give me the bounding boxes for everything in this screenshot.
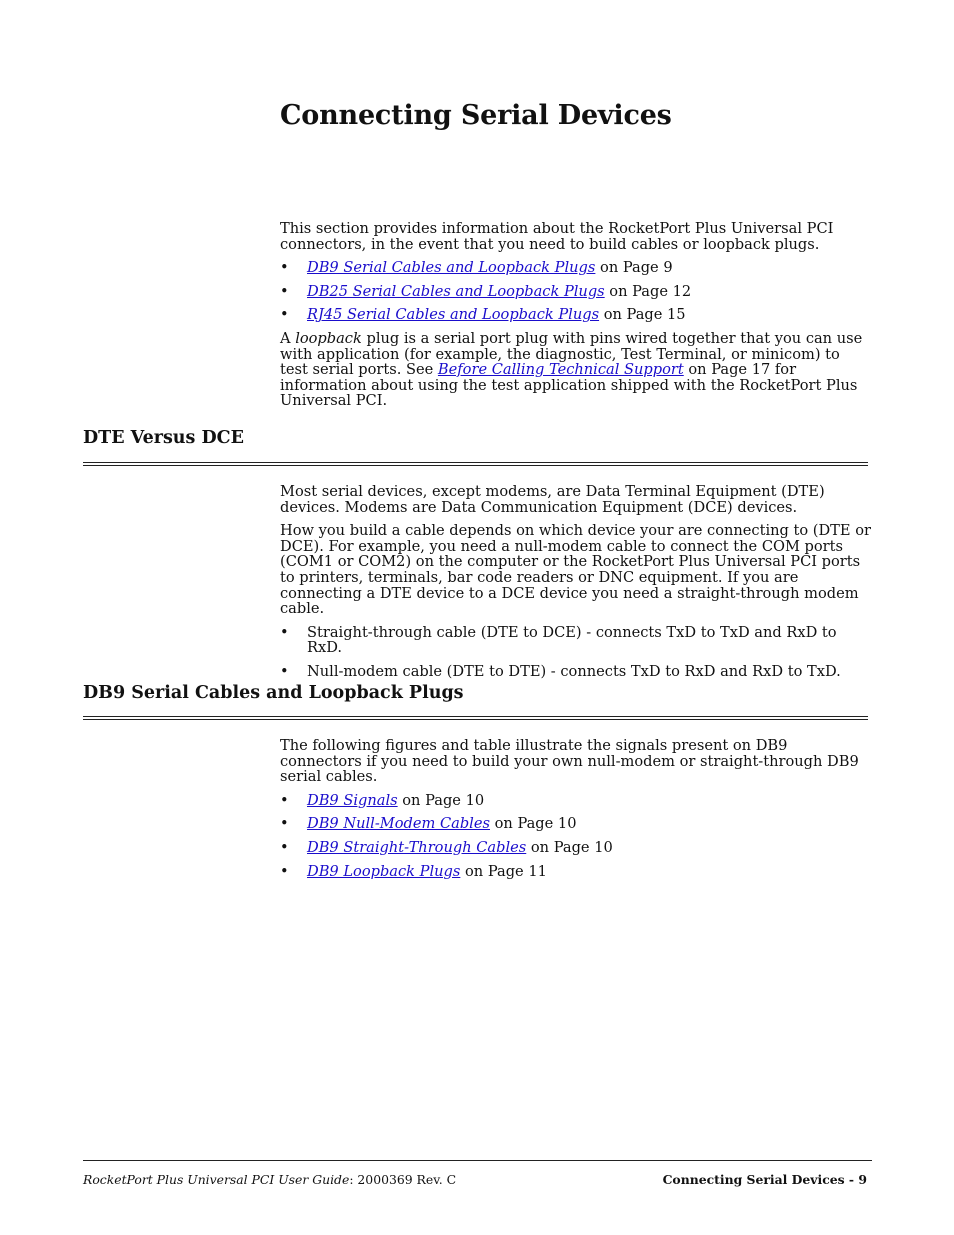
list-item-text: Straight-through cable (DTE to DCE) - connects TxD to TxD and RxD to RxD. [307, 623, 837, 657]
list-item [280, 793, 872, 809]
section-heading-db9: DB9 Serial Cables and Loopback Plugs [83, 683, 464, 703]
footer-doc-number: : 2000369 Rev. C [349, 1172, 457, 1187]
page-reference: on Page 10 [397, 791, 485, 809]
page-reference: on Page 15 [599, 306, 686, 324]
list-item [280, 816, 872, 832]
list-item [280, 864, 872, 880]
bullet-icon: • [280, 862, 289, 880]
page-reference: on Page 10 [526, 838, 613, 856]
list-item [280, 284, 872, 300]
footer-page-label: Connecting Serial Devices - 9 [662, 1172, 867, 1187]
page-reference: on Page 12 [604, 282, 692, 300]
db9-paragraph: The following figures and table illustrate the signals present on DB9 connectors if you need to build your own null-modem or straight-through DB9 serial cables. [280, 737, 859, 786]
link-db9-null-modem[interactable]: DB9 Null-Modem Cables [307, 815, 490, 833]
list-item [280, 307, 872, 323]
db9-block [280, 738, 872, 887]
bullet-icon: • [280, 259, 289, 277]
bullet-icon: • [280, 623, 289, 641]
list-item-text: Null-modem cable (DTE to DTE) - connects TxD to RxD and RxD to TxD. [307, 662, 841, 680]
link-db9-signals[interactable]: DB9 Signals [307, 791, 398, 809]
list-item [280, 625, 872, 656]
intro-link-list [280, 260, 872, 323]
link-db25-cables[interactable]: DB25 Serial Cables and Loopback Plugs [307, 282, 605, 300]
loopback-paragraph [280, 331, 872, 409]
text-fragment: A [280, 329, 296, 347]
page-reference: on Page 10 [489, 815, 577, 833]
list-item [280, 260, 872, 276]
page-title: Connecting Serial Devices [280, 100, 672, 131]
page-reference: on Page 9 [595, 259, 673, 277]
bullet-icon: • [280, 815, 289, 833]
bullet-icon: • [280, 662, 289, 680]
dte-paragraph-2: How you build a cable depends on which device your are connecting to (DTE or DCE). For example, you need a null-modem cable to connect the COM ports (COM1 or COM2) on the computer or the RocketPort Plus Universal PCI ports to printers, terminals, bar code readers or DNC equipment. If you are connecting a DTE device to a DCE device you need a straight-through modem cable. [280, 522, 871, 618]
section-rule [83, 462, 868, 466]
page-reference: on Page 11 [460, 862, 547, 880]
bullet-icon: • [280, 282, 289, 300]
footer-guide-title: RocketPort Plus Universal PCI User Guide [83, 1172, 350, 1187]
dte-block [280, 484, 872, 688]
link-db9-cables[interactable]: DB9 Serial Cables and Loopback Plugs [307, 259, 596, 277]
bullet-icon: • [280, 791, 289, 809]
bullet-icon: • [280, 306, 289, 324]
bullet-icon: • [280, 838, 289, 856]
link-rj45-cables[interactable]: RJ45 Serial Cables and Loopback Plugs [307, 306, 600, 324]
footer-guide-info [83, 1172, 456, 1187]
intro-paragraph: This section provides information about the RocketPort Plus Universal PCI connectors, in the event that you need to build cables or loopback plugs. [280, 220, 834, 253]
link-db9-straight-through[interactable]: DB9 Straight-Through Cables [307, 838, 527, 856]
dte-bullet-list [280, 625, 872, 680]
text-fragment: plug is a serial port plug with pins wired together that you can use with application (for example, the diagnostic, Test Terminal, or minicom) to test serial ports. See [280, 329, 863, 379]
dte-paragraph-1: Most serial devices, except modems, are Data Terminal Equipment (DTE) devices. Modems are Data Communication Equipment (DCE) devices. [280, 483, 825, 516]
section-rule [83, 716, 868, 720]
list-item [280, 664, 872, 680]
loopback-term: loopback [295, 329, 362, 347]
text-fragment: on Page 17 for information about using the test application shipped with the RocketPort Plus Universal PCI. [280, 361, 858, 410]
link-db9-loopback[interactable]: DB9 Loopback Plugs [307, 862, 461, 880]
list-item [280, 840, 872, 856]
link-technical-support[interactable]: Before Calling Technical Support [437, 361, 684, 379]
footer-rule [83, 1160, 872, 1161]
intro-block [280, 221, 872, 417]
db9-link-list [280, 793, 872, 879]
section-heading-dte: DTE Versus DCE [83, 428, 244, 448]
